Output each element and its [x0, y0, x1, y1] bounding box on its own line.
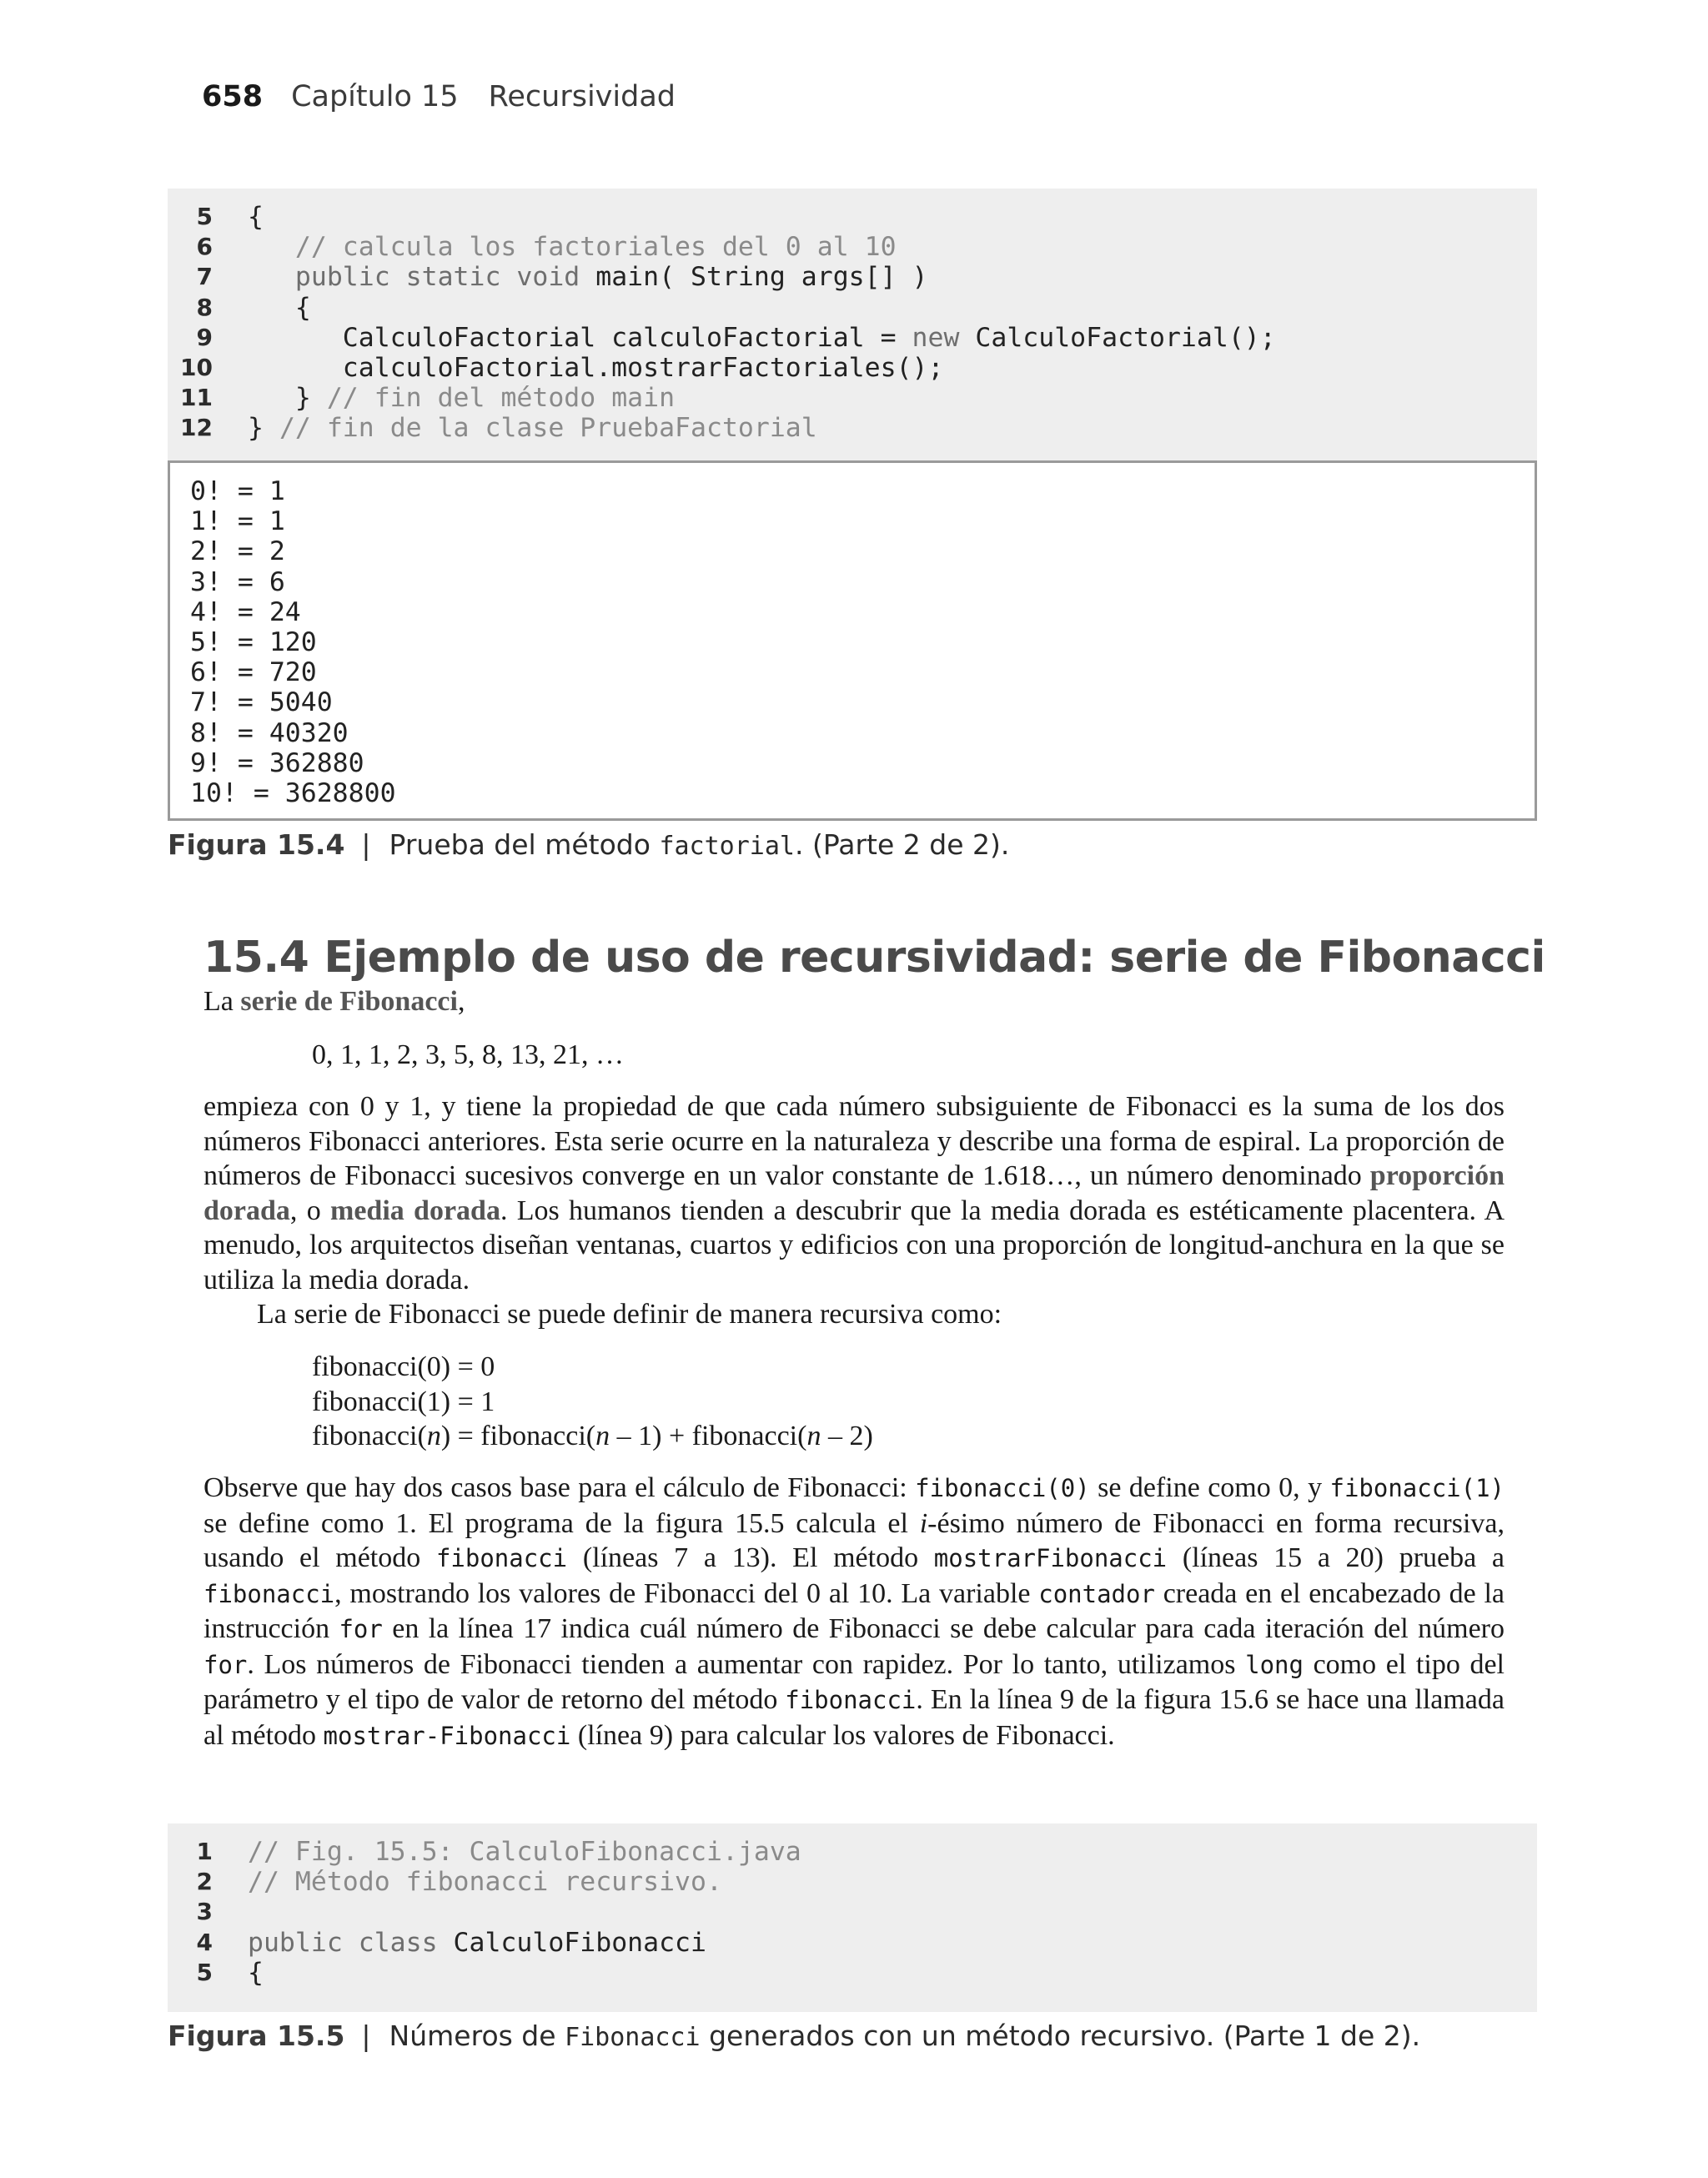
code-line: [168, 413, 1537, 443]
code-text: [248, 262, 928, 292]
para3-text: se define como 0, y: [1089, 1472, 1330, 1503]
code-token: }: [248, 413, 279, 444]
intro-text: La: [203, 986, 241, 1017]
def-var-n: n: [426, 1421, 441, 1451]
code-line: [168, 1958, 1537, 1988]
code-line: [168, 232, 1537, 262]
def-text: fibonacci(: [312, 1421, 427, 1451]
para1-text-3: . Los humanos tienden a descubrir que la media dorada es estéticamente placentera. A menudo, los arquitectos diseñan ventanas, cuartos y edificios con una proporción de longitud-anchura en la que se utiliza la media dorada.: [203, 1195, 1505, 1295]
section-heading: [203, 933, 1545, 983]
output-line: 10! = 3628800: [190, 778, 396, 809]
figure-label: Figura 15.5: [168, 2020, 345, 2052]
line-number: 12: [180, 414, 213, 442]
line-number: 9: [196, 323, 213, 351]
page-number: 658: [202, 80, 264, 113]
paragraph-3: [203, 1471, 1505, 1753]
line-number: 5: [196, 1958, 213, 1986]
caption-text: Prueba del método: [389, 828, 660, 861]
chapter-label: Capítulo 15: [291, 80, 459, 113]
code-keyword: public class: [248, 1927, 438, 1958]
term-golden-mean: media dorada: [330, 1195, 500, 1226]
output-line: 8! = 40320: [190, 717, 349, 748]
caption-text-end: generados con un método recursivo. (Parte 1 de 2).: [700, 2020, 1421, 2052]
caption-text-end: . (Parte 2 de 2).: [795, 828, 1010, 861]
output-line: 2! = 2: [190, 536, 285, 567]
code-token: }: [248, 383, 327, 414]
code-for: for: [203, 1650, 248, 1679]
code-text: [248, 1867, 722, 1897]
output-line: 4! = 24: [190, 596, 301, 627]
output-line: 1! = 1: [190, 506, 285, 537]
def-var-n-3: n: [806, 1421, 821, 1451]
line-number: 11: [180, 384, 213, 412]
para3-text: (líneas 7 a 13). El método: [567, 1542, 934, 1573]
caption-code: Fibonacci: [565, 2023, 701, 2052]
line-number: 5: [196, 203, 213, 230]
line-number: 10: [180, 353, 213, 381]
code-token: {: [248, 202, 264, 232]
code-comment: // fin del método main: [326, 383, 676, 414]
code-text: [248, 202, 264, 232]
figure-caption-15-4: [168, 828, 1009, 861]
code-comment: // fin de la clase PruebaFactorial: [279, 413, 817, 444]
code-fibonacci-0: fibonacci(0): [915, 1474, 1090, 1502]
code-token: calculoFactorial.mostrarFactoriales();: [248, 352, 944, 383]
output-line: 3! = 6: [190, 566, 285, 597]
term-golden-ratio: proporción dorada: [203, 1160, 1505, 1226]
section-number: 15.4: [203, 933, 309, 983]
figure-caption-15-5: [168, 2020, 1420, 2052]
code-listing-bottom: [168, 1823, 1537, 2012]
running-header: [202, 80, 676, 113]
code-token: {: [248, 292, 311, 323]
definition-base-1: fibonacci(1) = 1: [312, 1386, 495, 1417]
line-number: 3: [196, 1898, 213, 1926]
intro-line: [203, 984, 1505, 1019]
code-fibonacci-1: fibonacci(1): [1329, 1474, 1505, 1502]
code-token: {: [248, 1957, 264, 1988]
output-line: 5! = 120: [190, 627, 317, 658]
program-output: [168, 460, 1537, 821]
code-fibonacci: fibonacci: [785, 1686, 917, 1714]
code-text: [248, 1837, 801, 1867]
code-text: [248, 353, 943, 383]
term-fibonacci-series: serie de Fibonacci: [240, 986, 458, 1017]
paragraph-1: [203, 1089, 1505, 1297]
code-line: [168, 202, 1537, 232]
output-line: 9! = 362880: [190, 747, 364, 778]
para3-text: se define como 1. El programa de la figura 15.5 calcula el: [203, 1507, 920, 1539]
line-number: 7: [196, 263, 213, 291]
code-token: CalculoFactorial();: [959, 322, 1276, 353]
line-number: 2: [196, 1868, 213, 1896]
caption-code: factorial: [659, 832, 795, 861]
code-line: [168, 1837, 1537, 1867]
para3-text: Observe que hay dos casos base para el cálculo de Fibonacci:: [203, 1472, 916, 1503]
code-line: [168, 353, 1537, 383]
code-line: [168, 293, 1537, 323]
def-var-n-2: n: [595, 1421, 610, 1451]
para3-text: -ésimo número de Fibonacci en forma recursiva, usando el método: [203, 1507, 1505, 1573]
definition-recursive: [312, 1419, 1062, 1454]
section-title: Ejemplo de uso de recursividad: serie de Fibonacci: [324, 933, 1545, 983]
code-line: [168, 262, 1537, 292]
line-number: 8: [196, 293, 213, 321]
line-number: 6: [196, 233, 213, 261]
para1-text-2: , o: [289, 1195, 330, 1226]
para1-text: empieza con 0 y 1, y tiene la propiedad de que cada número subsiguiente de Fibonacci es la suma de los dos números Fibonacci anteriores. Esta serie ocurre en la naturaleza y describe una forma de espiral. La proporción de números de Fibonacci sucesivos converge en un valor constante de 1.618…, un número denominado: [203, 1091, 1505, 1191]
code-text: [248, 413, 817, 443]
italic-i: i: [919, 1507, 928, 1539]
code-token: main( String args[] ): [580, 262, 928, 293]
definition-base-0: fibonacci(0) = 0: [312, 1351, 495, 1382]
line-number: 4: [196, 1928, 213, 1956]
code-text: [248, 293, 311, 323]
recursive-definition: [312, 1350, 1062, 1454]
code-contador: contador: [1038, 1579, 1155, 1608]
para3-text: . En la línea 9 de la figura 15.6 se hace una llamada al método: [203, 1684, 1505, 1751]
para3-text: (línea 9) para calcular los valores de Fibonacci.: [570, 1719, 1115, 1751]
code-keyword: new: [912, 322, 960, 353]
para3-text: creada en el encabezado de la instrucción: [203, 1577, 1505, 1644]
para3-text: como el tipo del parámetro y el tipo de valor de retorno del método: [203, 1648, 1505, 1715]
para3-text: en la línea 17 indica cuál número de Fibonacci se debe calcular para cada iteración del número: [382, 1613, 1505, 1644]
code-text: [248, 1958, 264, 1988]
code-listing-top: [168, 189, 1537, 460]
output-line: 7! = 5040: [190, 687, 333, 718]
figure-label: Figura 15.4: [168, 828, 345, 861]
intro-comma: ,: [457, 986, 465, 1017]
code-comment: // Fig. 15.5: CalculoFibonacci.java: [248, 1837, 801, 1867]
code-token: CalculoFactorial calculoFactorial =: [248, 322, 912, 353]
output-line: 6! = 720: [190, 657, 317, 688]
line-number: 1: [196, 1838, 213, 1865]
code-line: [168, 1897, 1537, 1927]
def-text-2: ) = fibonacci(: [440, 1421, 596, 1451]
code-line: [168, 323, 1537, 353]
code-keyword: public static void: [248, 262, 580, 293]
def-text-4: – 2): [821, 1421, 873, 1451]
code-fibonacci: fibonacci: [435, 1544, 568, 1572]
caption-separator: |: [361, 828, 371, 861]
code-line: [168, 383, 1537, 413]
code-text: [248, 232, 897, 262]
code-text: [248, 323, 1276, 353]
fibonacci-sequence: 0, 1, 1, 2, 3, 5, 8, 13, 21, …: [312, 1039, 624, 1070]
code-line: [168, 1928, 1537, 1958]
paragraph-2: La serie de Fibonacci se puede definir de manera recursiva como:: [257, 1299, 1002, 1330]
code-mostrarfibonacci: mostrarFibonacci: [933, 1544, 1168, 1572]
para3-text: . Los números de Fibonacci tienden a aumentar con rapidez. Por lo tanto, utilizamos: [247, 1648, 1246, 1680]
chapter-title: Recursividad: [488, 80, 676, 113]
caption-separator: |: [361, 2020, 371, 2052]
caption-text: Números de: [389, 2020, 565, 2052]
def-text-3: – 1) + fibonacci(: [610, 1421, 807, 1451]
code-text: [248, 1928, 706, 1958]
code-token: CalculoFibonacci: [437, 1927, 706, 1958]
code-comment: // calcula los factoriales del 0 al 10: [248, 232, 897, 263]
para3-text: (líneas 15 a 20) prueba a: [1167, 1542, 1505, 1573]
code-text: [248, 383, 675, 413]
code-long: long: [1245, 1650, 1304, 1679]
code-fibonacci: fibonacci: [203, 1579, 335, 1608]
output-line: 0! = 1: [190, 476, 285, 506]
code-mostrarfibonacci: mostrar-Fibonacci: [323, 1721, 571, 1750]
code-for: for: [339, 1615, 383, 1643]
para3-text: , mostrando los valores de Fibonacci del 0 al 10. La variable: [334, 1577, 1039, 1609]
code-line: [168, 1867, 1537, 1897]
code-comment: // Método fibonacci recursivo.: [248, 1867, 722, 1898]
